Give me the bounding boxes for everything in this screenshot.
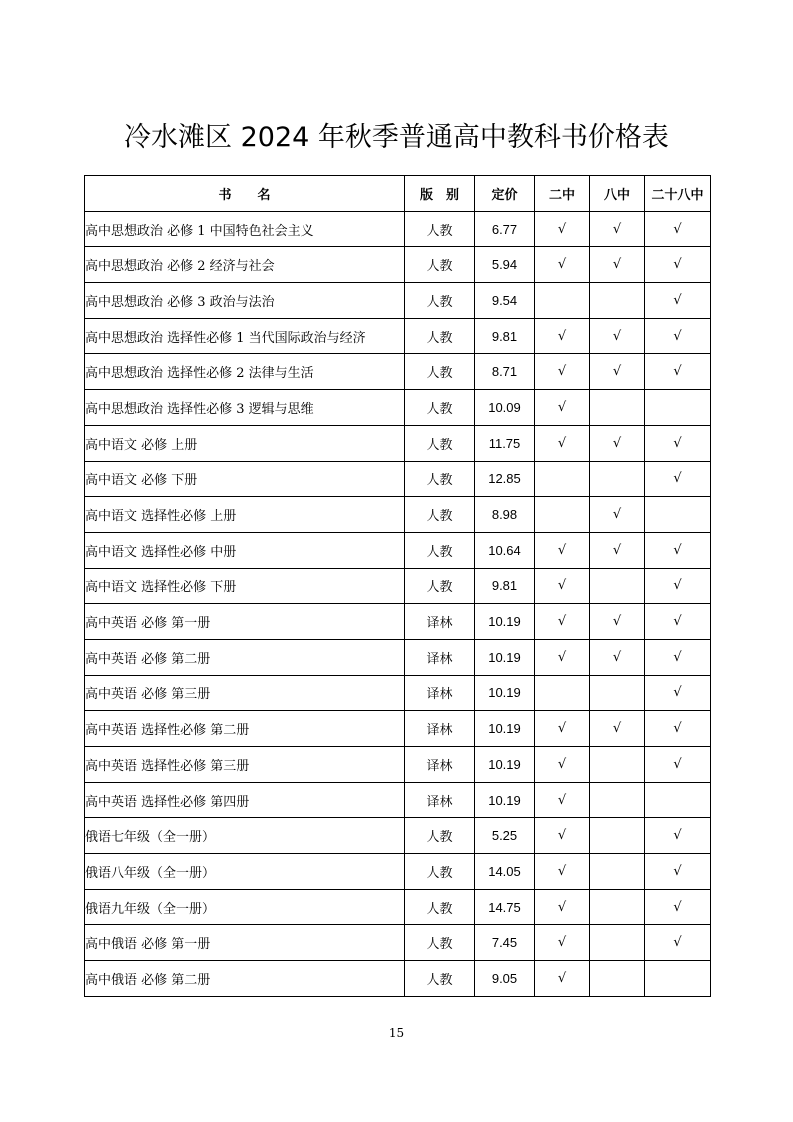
school-2-check-cell: √ (590, 532, 645, 568)
price-cell: 9.54 (475, 283, 535, 319)
edition-cell: 人教 (405, 461, 475, 497)
price-cell: 5.94 (475, 247, 535, 283)
school-1-check-cell: √ (535, 889, 590, 925)
school-1-check-cell: √ (535, 247, 590, 283)
book-name-cell: 俄语八年级（全一册） (85, 854, 405, 890)
book-name-cell: 高中英语 选择性必修 第三册 (85, 747, 405, 783)
school-3-check-cell: √ (645, 211, 711, 247)
edition-cell: 人教 (405, 390, 475, 426)
price-cell: 14.75 (475, 889, 535, 925)
edition-cell: 人教 (405, 318, 475, 354)
book-name-cell: 高中英语 必修 第三册 (85, 675, 405, 711)
table-row (85, 354, 711, 390)
school-2-check-cell: √ (590, 711, 645, 747)
table-row (85, 782, 711, 818)
school-1-check-cell: √ (535, 568, 590, 604)
table-row (85, 889, 711, 925)
table-row (85, 211, 711, 247)
school-3-check-cell (645, 961, 711, 997)
school-3-check-cell: √ (645, 354, 711, 390)
table-header-row (85, 176, 711, 212)
school-2-check-cell: √ (590, 318, 645, 354)
edition-cell: 译林 (405, 604, 475, 640)
edition-cell: 人教 (405, 961, 475, 997)
edition-cell: 人教 (405, 425, 475, 461)
page-title: 冷水滩区 2024 年秋季普通高中教科书价格表 (124, 122, 669, 153)
price-table (84, 175, 711, 997)
table-row (85, 390, 711, 426)
price-cell: 10.19 (475, 711, 535, 747)
school-3-check-cell (645, 782, 711, 818)
price-cell: 10.19 (475, 675, 535, 711)
school-3-check-cell: √ (645, 318, 711, 354)
school-2-check-cell (590, 390, 645, 426)
price-cell: 10.19 (475, 782, 535, 818)
edition-cell: 人教 (405, 247, 475, 283)
table-row (85, 639, 711, 675)
school-1-check-cell: √ (535, 639, 590, 675)
table-row (85, 532, 711, 568)
edition-cell: 译林 (405, 711, 475, 747)
table-row (85, 818, 711, 854)
book-name-cell: 高中英语 必修 第一册 (85, 604, 405, 640)
school-3-check-cell: √ (645, 461, 711, 497)
school-1-check-cell: √ (535, 604, 590, 640)
price-cell: 5.25 (475, 818, 535, 854)
book-name-cell: 高中语文 选择性必修 下册 (85, 568, 405, 604)
school-1-check-cell: √ (535, 318, 590, 354)
book-name-cell: 高中语文 必修 上册 (85, 425, 405, 461)
school-2-check-cell: √ (590, 211, 645, 247)
table-row (85, 711, 711, 747)
school-3-check-cell: √ (645, 925, 711, 961)
price-cell: 10.19 (475, 639, 535, 675)
edition-cell: 人教 (405, 354, 475, 390)
book-name-cell: 高中语文 选择性必修 上册 (85, 497, 405, 533)
table-row (85, 961, 711, 997)
school-3-check-cell: √ (645, 532, 711, 568)
table-row (85, 925, 711, 961)
edition-cell: 人教 (405, 818, 475, 854)
book-name-cell: 高中俄语 必修 第二册 (85, 961, 405, 997)
school-3-check-cell: √ (645, 747, 711, 783)
school-1-check-cell: √ (535, 711, 590, 747)
school-1-check-cell: √ (535, 390, 590, 426)
table-body (85, 211, 711, 996)
edition-cell: 人教 (405, 568, 475, 604)
school-3-check-cell: √ (645, 568, 711, 604)
edition-cell: 人教 (405, 497, 475, 533)
school-2-check-cell (590, 747, 645, 783)
school-1-check-cell: √ (535, 211, 590, 247)
school-2-check-cell: √ (590, 425, 645, 461)
price-cell: 10.19 (475, 747, 535, 783)
table-row (85, 604, 711, 640)
price-cell: 12.85 (475, 461, 535, 497)
price-cell: 9.05 (475, 961, 535, 997)
edition-cell: 人教 (405, 854, 475, 890)
school-3-check-cell (645, 390, 711, 426)
school-3-check-cell: √ (645, 639, 711, 675)
school-1-check-cell: √ (535, 747, 590, 783)
price-cell: 10.19 (475, 604, 535, 640)
book-name-cell: 高中思想政治 选择性必修 2 法律与生活 (85, 354, 405, 390)
header-school-3: 二十八中 (645, 176, 711, 212)
table-row (85, 425, 711, 461)
book-name-cell: 高中思想政治 必修 3 政治与法治 (85, 283, 405, 319)
school-2-check-cell (590, 568, 645, 604)
table-row (85, 854, 711, 890)
page-number: 15 (388, 1026, 405, 1040)
edition-cell: 人教 (405, 532, 475, 568)
school-1-check-cell: √ (535, 354, 590, 390)
table-row (85, 283, 711, 319)
school-2-check-cell: √ (590, 639, 645, 675)
school-2-check-cell: √ (590, 497, 645, 533)
book-name-cell: 高中语文 必修 下册 (85, 461, 405, 497)
edition-cell: 译林 (405, 639, 475, 675)
table-row (85, 461, 711, 497)
edition-cell: 人教 (405, 283, 475, 319)
book-name-cell: 高中思想政治 必修 1 中国特色社会主义 (85, 211, 405, 247)
book-name-cell: 高中英语 必修 第二册 (85, 639, 405, 675)
book-name-cell: 高中英语 选择性必修 第二册 (85, 711, 405, 747)
edition-cell: 译林 (405, 675, 475, 711)
header-edition: 版 别 (405, 176, 475, 212)
school-2-check-cell (590, 461, 645, 497)
book-name-cell: 高中思想政治 必修 2 经济与社会 (85, 247, 405, 283)
table-row (85, 247, 711, 283)
table-row (85, 747, 711, 783)
school-1-check-cell (535, 675, 590, 711)
price-cell: 11.75 (475, 425, 535, 461)
book-name-cell: 高中语文 选择性必修 中册 (85, 532, 405, 568)
school-1-check-cell (535, 283, 590, 319)
price-cell: 10.64 (475, 532, 535, 568)
price-cell: 9.81 (475, 318, 535, 354)
school-1-check-cell: √ (535, 854, 590, 890)
school-1-check-cell: √ (535, 961, 590, 997)
edition-cell: 人教 (405, 889, 475, 925)
school-2-check-cell: √ (590, 247, 645, 283)
header-name: 书 名 (85, 176, 405, 212)
school-2-check-cell (590, 818, 645, 854)
school-3-check-cell: √ (645, 711, 711, 747)
school-3-check-cell: √ (645, 604, 711, 640)
school-3-check-cell: √ (645, 889, 711, 925)
price-cell: 8.71 (475, 354, 535, 390)
book-name-cell: 俄语七年级（全一册） (85, 818, 405, 854)
school-2-check-cell (590, 889, 645, 925)
book-name-cell: 高中思想政治 选择性必修 3 逻辑与思维 (85, 390, 405, 426)
edition-cell: 人教 (405, 211, 475, 247)
book-name-cell: 高中英语 选择性必修 第四册 (85, 782, 405, 818)
price-cell: 10.09 (475, 390, 535, 426)
edition-cell: 人教 (405, 925, 475, 961)
price-cell: 6.77 (475, 211, 535, 247)
school-2-check-cell (590, 854, 645, 890)
header-school-1: 二中 (535, 176, 590, 212)
school-1-check-cell: √ (535, 425, 590, 461)
school-3-check-cell (645, 497, 711, 533)
school-2-check-cell (590, 925, 645, 961)
school-3-check-cell: √ (645, 818, 711, 854)
school-3-check-cell: √ (645, 425, 711, 461)
school-3-check-cell: √ (645, 283, 711, 319)
price-cell: 8.98 (475, 497, 535, 533)
school-2-check-cell (590, 961, 645, 997)
school-1-check-cell: √ (535, 925, 590, 961)
book-name-cell: 高中思想政治 选择性必修 1 当代国际政治与经济 (85, 318, 405, 354)
table-row (85, 675, 711, 711)
school-3-check-cell: √ (645, 675, 711, 711)
price-cell: 9.81 (475, 568, 535, 604)
table-row (85, 497, 711, 533)
edition-cell: 译林 (405, 782, 475, 818)
school-2-check-cell (590, 675, 645, 711)
book-name-cell: 高中俄语 必修 第一册 (85, 925, 405, 961)
school-1-check-cell: √ (535, 818, 590, 854)
school-3-check-cell: √ (645, 854, 711, 890)
school-1-check-cell (535, 497, 590, 533)
edition-cell: 译林 (405, 747, 475, 783)
school-2-check-cell: √ (590, 604, 645, 640)
school-2-check-cell (590, 782, 645, 818)
school-1-check-cell: √ (535, 782, 590, 818)
school-2-check-cell: √ (590, 354, 645, 390)
header-school-2: 八中 (590, 176, 645, 212)
price-cell: 7.45 (475, 925, 535, 961)
table-row (85, 568, 711, 604)
school-3-check-cell: √ (645, 247, 711, 283)
table-row (85, 318, 711, 354)
price-cell: 14.05 (475, 854, 535, 890)
school-1-check-cell: √ (535, 532, 590, 568)
header-price: 定价 (475, 176, 535, 212)
school-1-check-cell (535, 461, 590, 497)
school-2-check-cell (590, 283, 645, 319)
book-name-cell: 俄语九年级（全一册） (85, 889, 405, 925)
